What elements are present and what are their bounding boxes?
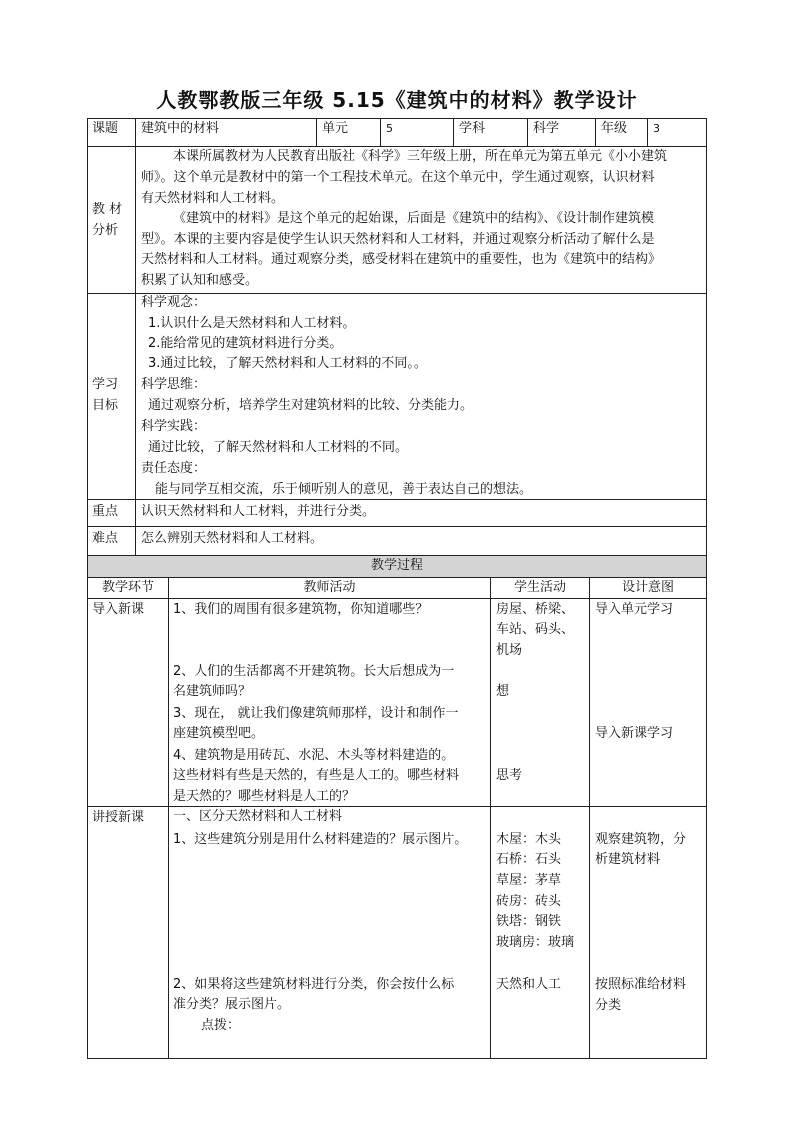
- row2-student-line: 石桥：石头: [496, 852, 562, 867]
- row1-intent-line: 导入单元学习: [595, 602, 674, 617]
- goals-text-line: 通过观察分析，培养学生对建筑材料的比较、分类能力。: [148, 398, 474, 413]
- analysis-text-line: 有天然材料和人工材料。: [141, 191, 285, 206]
- difficulty-text: 怎么辨别天然材料和人工材料。: [141, 531, 324, 546]
- row1-student-line: 房屋、桥梁、: [496, 602, 575, 617]
- document-title: 人教鄂教版三年级 5.15《建筑中的材料》教学设计: [156, 88, 638, 112]
- row2-teacher-line: 一、区分天然材料和人工材料: [173, 809, 343, 824]
- row2-stage-cell: [87, 806, 169, 1059]
- subject-value: 科学: [533, 121, 560, 136]
- row1-student-line: 思考: [496, 768, 523, 783]
- analysis-text-line: 本课所属教材为人民教育出版社《科学》三年级上册，所在单元为第五单元《小小建筑: [173, 149, 668, 164]
- unit-label: 单元: [322, 121, 349, 136]
- row2-teacher-line: 1、这些建筑分别是用什么材料建造的？展示图片。: [173, 832, 468, 847]
- grade-value: 3: [653, 122, 660, 135]
- goals-text-line: 能与同学互相交流，乐于倾听别人的意见，善于表达自己的想法。: [155, 482, 533, 497]
- row2-student-line: 砖房：砖头: [496, 894, 562, 909]
- goals-text-line: 通过比较，了解天然材料和人工材料的不同。: [148, 440, 409, 455]
- row2-teacher-line: 点拨：: [201, 1018, 241, 1033]
- goals-text-line: 科学思维：: [141, 377, 207, 392]
- row2-student-line: 草屋：茅草: [496, 873, 562, 888]
- stage-label: 导入新课: [92, 602, 145, 617]
- goals-text-line: 1.认识什么是天然材料和人工材料。: [148, 316, 356, 331]
- row1-teacher-line: 是天然的？哪些材料是人工的？: [173, 789, 356, 804]
- column-header: 教学环节: [101, 580, 154, 595]
- row2-teacher-line: 准分类？展示图片。: [173, 997, 291, 1012]
- goals-text-line: 2.能给常见的建筑材料进行分类。: [148, 336, 343, 351]
- unit-value: 5: [386, 122, 393, 135]
- topic-label: 课题: [92, 121, 119, 136]
- difficulty-label: 难点: [92, 531, 119, 546]
- analysis-text-line: 型》。本课的主要内容是使学生认识天然材料和人工材料，并通过观察分析活动了解什么是: [141, 232, 655, 247]
- goals-label-line: 目标: [92, 398, 119, 413]
- goals-label-line: 学习: [92, 377, 119, 392]
- row1-student-line: 机场: [496, 643, 523, 658]
- column-header: 学生活动: [513, 580, 566, 595]
- subject-label: 学科: [459, 121, 486, 136]
- column-header: 设计意图: [621, 580, 674, 595]
- goals-text-line: 科学观念：: [141, 295, 207, 310]
- analysis-text-line: 《建筑中的材料》是这个单元的起始课，后面是《建筑中的结构》、《设计制作建筑模: [173, 211, 655, 226]
- key-label: 重点: [92, 504, 119, 519]
- row1-teacher-line: 4、建筑物是用砖瓦、水泥、木头等材料建造的。: [173, 748, 455, 763]
- key-text: 认识天然材料和人工材料，并进行分类。: [141, 504, 376, 519]
- topic-value: 建筑中的材料: [141, 121, 220, 136]
- row1-stage-cell: [87, 598, 169, 807]
- analysis-text-line: 积累了认知和感受。: [141, 273, 259, 288]
- row2-intent-line: 分类: [595, 998, 622, 1013]
- row1-student-line: 想: [496, 684, 510, 699]
- goals-text-line: 科学实践：: [141, 419, 207, 434]
- analysis-text-line: 天然材料和人工材料。通过观察分类，感受材料在建筑中的重要性，也为《建筑中的结构》: [141, 252, 662, 267]
- row2-student-line: 天然和人工: [496, 977, 562, 992]
- row1-teacher-line: 1、我们的周围有很多建筑物，你知道哪些？: [173, 602, 429, 617]
- row2-student-line: 铁塔：钢铁: [496, 914, 562, 929]
- row1-teacher-line: 座建筑模型吧。: [173, 726, 265, 741]
- row2-student-line: 木屋：木头: [496, 832, 562, 847]
- goals-text-line: 责任态度：: [141, 461, 207, 476]
- row2-intent-line: 按照标准给材料: [595, 977, 687, 992]
- row2-intent-line: 观察建筑物，分: [595, 832, 687, 847]
- row1-teacher-line: 这些材料有些是天然的，有些是人工的。哪些材料: [173, 768, 460, 783]
- column-header: 教师活动: [303, 580, 356, 595]
- analysis-text-line: 师》。这个单元是教材中的第一个工程技术单元。在这个单元中，学生通过观察，认识材料: [141, 170, 655, 185]
- row2-student-line: 玻璃房：玻璃: [496, 935, 575, 950]
- stage-label: 讲授新课: [92, 810, 145, 825]
- grade-label: 年级: [601, 121, 628, 136]
- row1-student-line: 车站、码头、: [496, 622, 575, 637]
- row1-teacher-line: 3、现在， 就让我们像建筑师那样，设计和制作一: [173, 706, 459, 721]
- row1-teacher-line: 名建筑师吗？: [173, 684, 252, 699]
- row2-teacher-line: 2、如果将这些建筑材料进行分类，你会按什么标: [173, 977, 455, 992]
- row1-intent-cell: [589, 598, 707, 807]
- analysis-label-line: 分析: [92, 223, 119, 238]
- analysis-label-line: 教 材: [92, 202, 123, 217]
- row1-teacher-line: 2、人们的生活都离不开建筑物。长大后想成为一: [173, 664, 455, 679]
- goals-text-line: 3.通过比较，了解天然材料和人工材料的不同。。: [148, 356, 427, 371]
- row1-intent-line: 导入新课学习: [595, 726, 674, 741]
- row2-intent-line: 析建筑材料: [595, 852, 661, 867]
- analysis-label-cell: [87, 146, 136, 294]
- process-header: 教学过程: [370, 558, 423, 573]
